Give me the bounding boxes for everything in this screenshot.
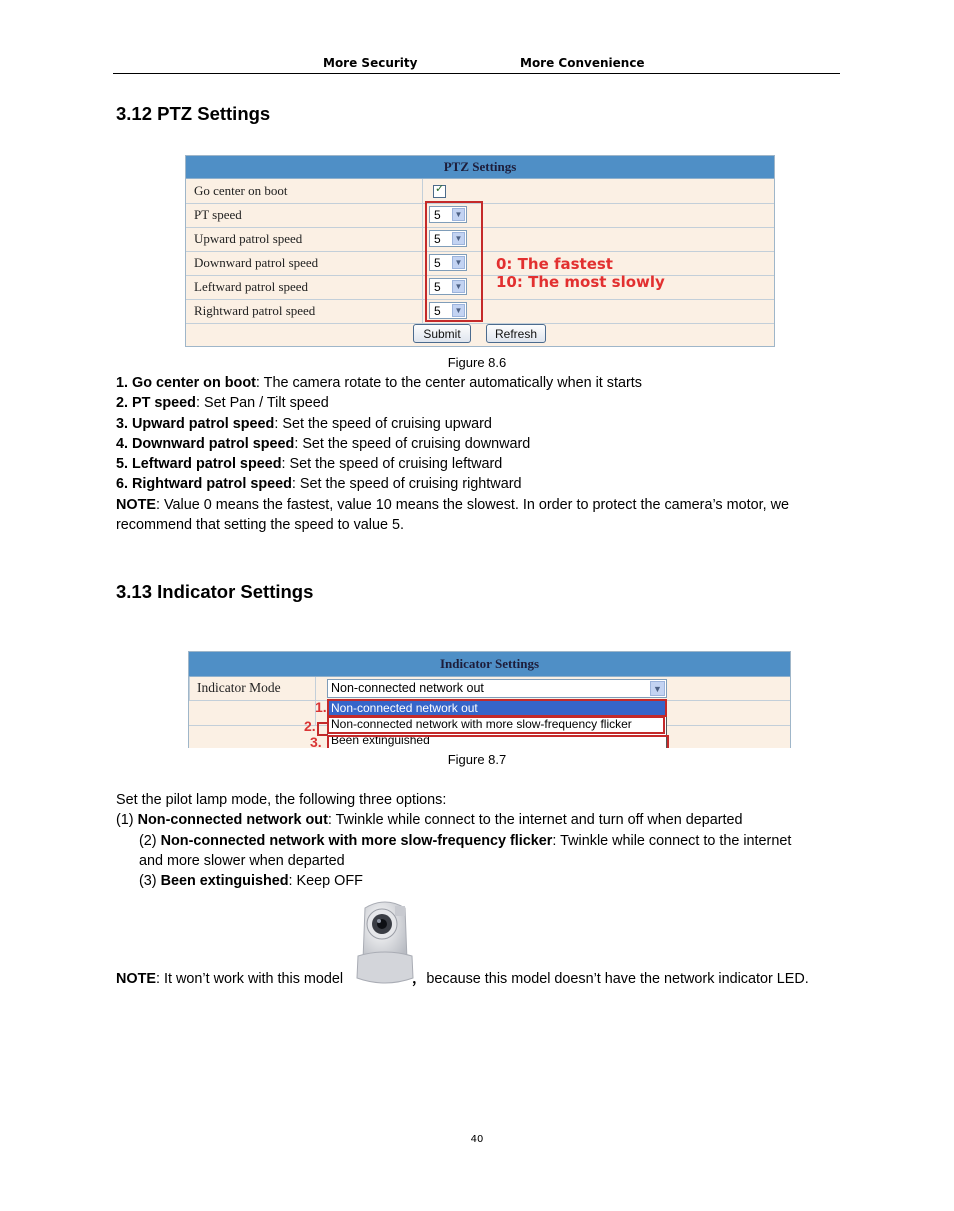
page-number: 40 <box>470 1134 484 1145</box>
indicator-note <box>116 969 343 989</box>
item-desc: : Set the speed of cruising leftward <box>281 456 503 473</box>
chevron-down-icon[interactable]: ▼ <box>452 304 465 317</box>
submit-button[interactable]: Submit <box>413 324 471 343</box>
row-divider <box>422 227 423 251</box>
ptz-panel-title: PTZ Settings <box>186 156 774 179</box>
chevron-down-icon[interactable]: ▼ <box>452 256 465 269</box>
figure-caption-8-6: Figure 8.6 <box>447 355 507 370</box>
option-text: : Keep OFF <box>288 873 363 890</box>
row-divider <box>189 677 190 700</box>
select-value: 5 <box>434 280 441 294</box>
select-value: 5 <box>434 256 441 270</box>
indicator-mode-label: Indicator Mode <box>197 680 281 695</box>
row-divider <box>422 203 423 227</box>
option-prefix: (3) <box>139 873 161 890</box>
annotation-slowest: 10: The most slowly <box>496 273 665 291</box>
row-divider <box>315 677 316 700</box>
option-highlight-box <box>327 699 667 717</box>
item-desc: : Set Pan / Tilt speed <box>195 395 329 412</box>
list-item <box>116 373 836 393</box>
chevron-down-icon[interactable]: ▼ <box>452 280 465 293</box>
option-number: 2. <box>304 718 316 734</box>
select-value: 5 <box>434 232 441 246</box>
section-heading-ptz: 3.12 PTZ Settings <box>116 103 271 124</box>
option-highlight-box <box>327 716 665 734</box>
indicator-mode-select[interactable] <box>327 679 667 698</box>
item-term: 4. Downward patrol speed <box>116 435 295 452</box>
chevron-down-icon[interactable]: ▼ <box>650 681 665 696</box>
note-term: NOTE <box>116 496 156 513</box>
item-term: 6. Rightward patrol speed <box>116 476 292 493</box>
option-term: Non-connected network with more slow-frequency flicker <box>160 832 553 849</box>
option-text: : Twinkle while connect to the internet <box>552 832 792 849</box>
note-term: NOTE <box>116 971 156 987</box>
indicator-panel-title: Indicator Settings <box>189 652 790 677</box>
select-value: 5 <box>434 304 441 318</box>
option-desc-2 <box>116 831 836 851</box>
item-desc: : Set the speed of cruising downward <box>294 435 531 452</box>
list-item <box>116 393 836 413</box>
select-value: Non-connected network out <box>331 681 484 695</box>
indicator-note-tail <box>412 969 809 989</box>
row-divider <box>422 275 423 299</box>
option-highlight-box <box>327 735 669 748</box>
ptz-row-label: Leftward patrol speed <box>194 279 309 294</box>
header-left: More Security <box>323 56 418 70</box>
chevron-down-icon[interactable]: ▼ <box>452 208 465 221</box>
row-divider <box>422 179 423 203</box>
note <box>116 495 836 515</box>
option-desc-1 <box>116 810 836 830</box>
header-rule <box>113 73 840 74</box>
header-right: More Convenience <box>520 56 645 70</box>
note-text: : Value 0 means the fastest, value 10 means the slowest. In order to protect the camera’s motor, we <box>155 496 789 513</box>
intro-text: Set the pilot lamp mode, the following three options: <box>116 792 447 808</box>
note-text: : It won’t work with this model <box>155 971 344 987</box>
row-divider <box>422 299 423 323</box>
go-center-checkbox[interactable] <box>433 185 446 198</box>
option-prefix: (2) <box>139 832 161 849</box>
item-term: 5. Leftward patrol speed <box>116 456 282 473</box>
dropdown-option[interactable]: Non-connected network with more slow-frequency flicker <box>331 717 632 731</box>
item-desc: : Set the speed of cruising upward <box>274 415 492 432</box>
option-number: 3. <box>310 734 322 750</box>
option-number: 1. <box>315 699 327 715</box>
option-term: Non-connected network out <box>137 812 328 829</box>
option-term: Been extinguished <box>160 873 289 890</box>
option-prefix: (1) <box>116 812 138 829</box>
option-desc-2-cont: and more slower when departed <box>139 852 345 869</box>
camera-icon <box>355 898 415 986</box>
item-desc: : Set the speed of cruising rightward <box>291 476 522 493</box>
item-term: 1. Go center on boot <box>116 375 256 391</box>
option-text: : Twinkle while connect to the internet and turn off when departed <box>327 812 743 829</box>
item-term: 3. Upward patrol speed <box>116 415 275 432</box>
ptz-row-label: PT speed <box>194 207 242 222</box>
list-item <box>116 454 836 474</box>
select-value: 5 <box>434 208 441 222</box>
note-tail-text: because this model doesn’t have the network indicator LED. <box>426 971 809 987</box>
section-heading-indicator: 3.13 Indicator Settings <box>116 581 314 602</box>
item-desc: : The camera rotate to the center automatically when it starts <box>255 375 642 391</box>
row-divider <box>422 251 423 275</box>
note-comma: ， <box>412 971 427 987</box>
list-item <box>116 474 836 494</box>
dropdown-option[interactable]: Been extinguished <box>331 733 430 747</box>
list-item <box>116 414 836 434</box>
speed-highlight-box <box>425 201 483 322</box>
ptz-row-label: Downward patrol speed <box>194 255 319 270</box>
list-item <box>116 434 836 454</box>
indicator-description <box>116 790 836 891</box>
note-continued: recommend that setting the speed to value 5. <box>116 517 404 534</box>
ptz-row-label: Upward patrol speed <box>194 231 303 246</box>
refresh-button[interactable]: Refresh <box>486 324 546 343</box>
option-desc-3 <box>116 871 836 891</box>
ptz-description-list <box>116 373 836 535</box>
camera-image <box>355 898 415 986</box>
ptz-row-label: Rightward patrol speed <box>194 303 316 318</box>
chevron-down-icon[interactable]: ▼ <box>452 232 465 245</box>
annotation-fastest: 0: The fastest <box>496 255 613 273</box>
dropdown-option[interactable]: Non-connected network out <box>328 701 666 717</box>
ptz-row-label: Go center on boot <box>194 183 288 198</box>
figure-caption-8-7: Figure 8.7 <box>447 752 507 767</box>
item-term: 2. PT speed <box>116 395 196 412</box>
